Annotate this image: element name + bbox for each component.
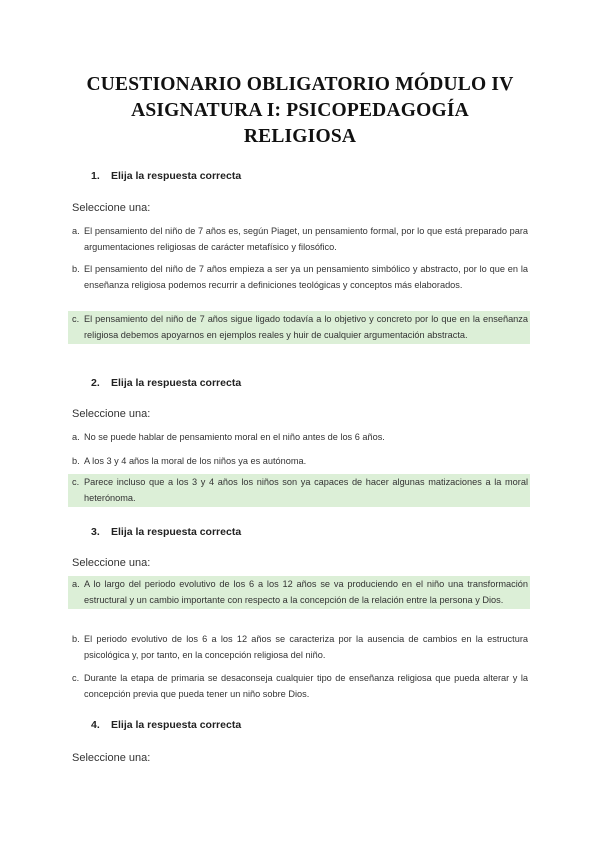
- question-2-option-c[interactable]: [68, 474, 530, 507]
- question-heading-text: Elija la respuesta correcta: [111, 377, 242, 389]
- question-heading-text: Elija la respuesta correcta: [111, 170, 242, 182]
- question-1-prompt: Seleccione una:: [72, 202, 151, 214]
- question-heading-text: Elija la respuesta correcta: [111, 719, 242, 731]
- question-3-heading: [91, 526, 241, 538]
- document-title: [60, 72, 540, 150]
- title-line-2: ASIGNATURA I: PSICOPEDAGOGÍA: [131, 100, 469, 121]
- title-line-3: RELIGIOSA: [243, 126, 357, 147]
- option-letter: a.: [72, 226, 80, 236]
- question-2-heading: [91, 377, 241, 389]
- question-1-option-b[interactable]: [68, 261, 530, 294]
- question-number: 1.: [91, 170, 100, 182]
- question-2-prompt: Seleccione una:: [72, 408, 151, 420]
- option-letter: b.: [72, 634, 80, 644]
- option-letter: b.: [72, 456, 80, 466]
- option-text: El periodo evolutivo de los 6 a los 12 años se caracteriza por la ausencia de cambios en la estructura psicológica y, por tanto, en la concepción religiosa del niño.: [84, 634, 528, 660]
- option-text: El pensamiento del niño de 7 años es, según Piaget, un pensamiento formal, por lo que está preparado para argumentaciones religiosas de carácter metafísico y filosófico.: [84, 226, 528, 252]
- question-number: 4.: [91, 719, 100, 731]
- title-line-1: CUESTIONARIO OBLIGATORIO MÓDULO IV: [86, 74, 514, 95]
- option-text: A los 3 y 4 años la moral de los niños ya es autónoma.: [84, 456, 307, 466]
- option-letter: a.: [72, 579, 80, 589]
- option-letter: a.: [72, 432, 80, 442]
- question-1-heading: [91, 170, 241, 182]
- question-1-option-c[interactable]: [68, 311, 530, 344]
- option-text: Durante la etapa de primaria se desaconseja cualquier tipo de enseñanza religiosa que pueda alterar y la concepción previa que pueda tener un niño sobre Dios.: [84, 673, 528, 699]
- option-letter: c.: [72, 477, 80, 487]
- question-1-option-a[interactable]: [68, 223, 530, 256]
- question-3-option-c[interactable]: [68, 670, 530, 703]
- question-4-heading: [91, 719, 241, 731]
- option-text: A lo largo del periodo evolutivo de los 6 a los 12 años se va produciendo en el niño una transformación estructural y un cambio importante con respecto a la concepción de la relación entre la persona y Dios.: [84, 579, 528, 605]
- question-number: 3.: [91, 526, 100, 538]
- option-text: Parece incluso que a los 3 y 4 años los niños son ya capaces de hacer algunas matizaciones a la moral heterónoma.: [84, 477, 528, 503]
- question-2-option-b[interactable]: [68, 453, 530, 471]
- option-text: El pensamiento del niño de 7 años empieza a ser ya un pensamiento simbólico y abstracto, por lo que en la enseñanza religiosa podemos recurrir a definiciones teológicas y conceptos más elaborados.: [84, 264, 528, 290]
- question-2-option-a[interactable]: [68, 429, 530, 447]
- question-4-prompt: Seleccione una:: [72, 752, 151, 764]
- question-3-prompt: Seleccione una:: [72, 557, 151, 569]
- question-3-option-a[interactable]: [68, 576, 530, 609]
- option-letter: c.: [72, 673, 80, 683]
- question-3-option-b[interactable]: [68, 631, 530, 664]
- question-heading-text: Elija la respuesta correcta: [111, 526, 242, 538]
- option-letter: b.: [72, 264, 80, 274]
- option-text: El pensamiento del niño de 7 años sigue ligado todavía a lo objetivo y concreto por lo que en la enseñanza religiosa debemos apoyarnos en ejemplos reales y huir de cualquier argumentación abstracta.: [84, 314, 528, 340]
- option-letter: c.: [72, 314, 80, 324]
- option-text: No se puede hablar de pensamiento moral en el niño antes de los 6 años.: [84, 432, 385, 442]
- question-number: 2.: [91, 377, 100, 389]
